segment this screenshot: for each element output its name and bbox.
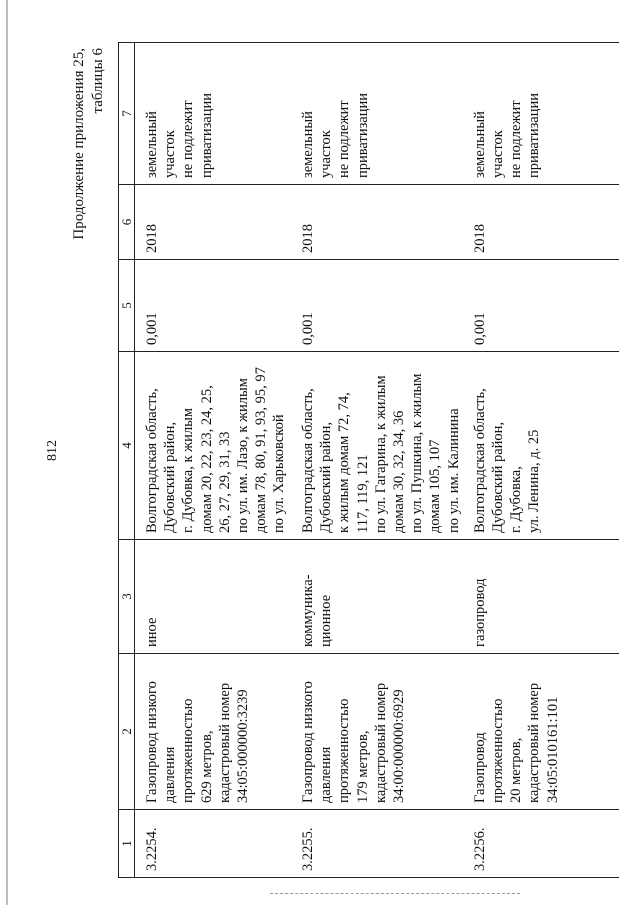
text-line: Газопровод низкого	[144, 681, 160, 803]
column-header: 5	[119, 260, 135, 352]
text-line: не подлежит	[180, 100, 197, 178]
column-header: 7	[119, 43, 135, 185]
text-line: протяженностью	[180, 698, 197, 803]
text-line: 179 метров,	[354, 730, 371, 803]
row-number: 3.2254.	[135, 810, 292, 878]
text-line: по ул. Гагарина, к жилым	[372, 375, 389, 533]
text-line: кадастровый номер	[526, 682, 543, 803]
text-line: земельный	[471, 111, 488, 178]
text-line: земельный	[300, 111, 316, 178]
property-table	[118, 42, 619, 878]
text-line: Дубовский район,	[490, 421, 507, 533]
text-line: давления	[162, 746, 179, 803]
text-line: участок	[318, 130, 335, 178]
object-address	[135, 352, 292, 540]
text-line: по ул. им. Лазо, к жилым	[235, 378, 252, 533]
text-line: 629 метров,	[198, 730, 215, 803]
object-note	[463, 43, 619, 185]
column-header: 2	[119, 654, 135, 810]
text-line: коммуника-	[300, 574, 316, 647]
document-page	[30, 23, 620, 878]
text-line: г. Дубовка, к жилым	[180, 407, 197, 533]
text-line: Дубовский район,	[162, 421, 179, 533]
text-line: по ул. Пушкина, к жилым	[409, 373, 426, 533]
column-header: 3	[119, 540, 135, 654]
column-number-row	[119, 43, 135, 878]
object-note	[135, 43, 292, 185]
object-year: 2018	[463, 185, 619, 260]
text-line: 20 метров,	[508, 737, 525, 803]
row-number: 3.2255.	[291, 810, 463, 878]
text-line: 34:05:000000:3239	[235, 689, 252, 803]
column-header: 1	[119, 810, 135, 878]
text-line: домам 105, 107	[427, 439, 444, 533]
object-type	[135, 540, 292, 654]
text-line: Волгоградская область,	[144, 388, 160, 533]
object-address	[463, 352, 619, 540]
text-line: протяженностью	[336, 698, 353, 803]
text-line: земельный	[144, 111, 160, 178]
text-line: 34:00:000000:6929	[391, 689, 408, 803]
text-line: приватизации	[354, 92, 371, 178]
object-name	[463, 654, 619, 810]
object-share: 0,001	[463, 260, 619, 352]
text-line: давления	[318, 746, 335, 803]
text-line: 34:05:010161:101	[544, 696, 561, 803]
page-edge-bottom	[270, 893, 520, 895]
object-type	[291, 540, 463, 654]
text-line: протяженностью	[490, 698, 507, 803]
table-caption	[70, 48, 108, 240]
text-line: Дубовский район,	[318, 421, 335, 533]
text-line: ционное	[318, 594, 335, 647]
text-line: не подлежит	[336, 100, 353, 178]
text-line: ул. Ленина, д. 25	[526, 429, 543, 533]
text-line: газопровод	[471, 578, 488, 647]
text-line: Газопровод низкого	[300, 681, 316, 803]
text-line: домам 30, 32, 34, 36	[391, 410, 408, 533]
page-edge	[6, 0, 8, 905]
text-line: 26, 27, 29, 31, 33	[216, 431, 233, 533]
object-share: 0,001	[291, 260, 463, 352]
text-line: кадастровый номер	[372, 682, 389, 803]
text-line: домам 78, 80, 91, 93, 95, 97	[253, 367, 270, 533]
text-line: иное	[144, 617, 160, 647]
text-line: по ул. им. Калинина	[445, 408, 462, 533]
page-number: 812	[45, 440, 60, 461]
text-line: участок	[490, 130, 507, 178]
text-line: Волгоградская область,	[471, 388, 488, 533]
text-line: Газопровод	[471, 732, 488, 803]
text-line: к жилым домам 72, 74,	[336, 392, 353, 533]
object-share: 0,001	[135, 260, 292, 352]
table-row	[135, 43, 292, 878]
object-year: 2018	[135, 185, 292, 260]
column-header: 6	[119, 185, 135, 260]
table-row	[463, 43, 619, 878]
text-line: приватизации	[198, 92, 215, 178]
object-year: 2018	[291, 185, 463, 260]
text-line: кадастровый номер	[216, 682, 233, 803]
text-line: приватизации	[526, 92, 543, 178]
object-name	[135, 654, 292, 810]
text-line: г. Дубовка,	[508, 466, 525, 533]
row-number: 3.2256.	[463, 810, 619, 878]
text-line: участок	[162, 130, 179, 178]
object-note	[291, 43, 463, 185]
text-line: домам 20, 22, 23, 24, 25,	[198, 385, 215, 533]
object-address	[291, 352, 463, 540]
caption-line: таблицы 6	[90, 48, 106, 114]
object-name	[291, 654, 463, 810]
table-row	[291, 43, 463, 878]
text-line: не подлежит	[508, 100, 525, 178]
text-line: Волгоградская область,	[300, 388, 316, 533]
object-type	[463, 540, 619, 654]
column-header: 4	[119, 352, 135, 540]
caption-line: Продолжение приложения 25,	[71, 48, 87, 240]
text-line: 117, 119, 121	[354, 454, 371, 533]
text-line: по ул. Харьковской	[271, 414, 288, 533]
